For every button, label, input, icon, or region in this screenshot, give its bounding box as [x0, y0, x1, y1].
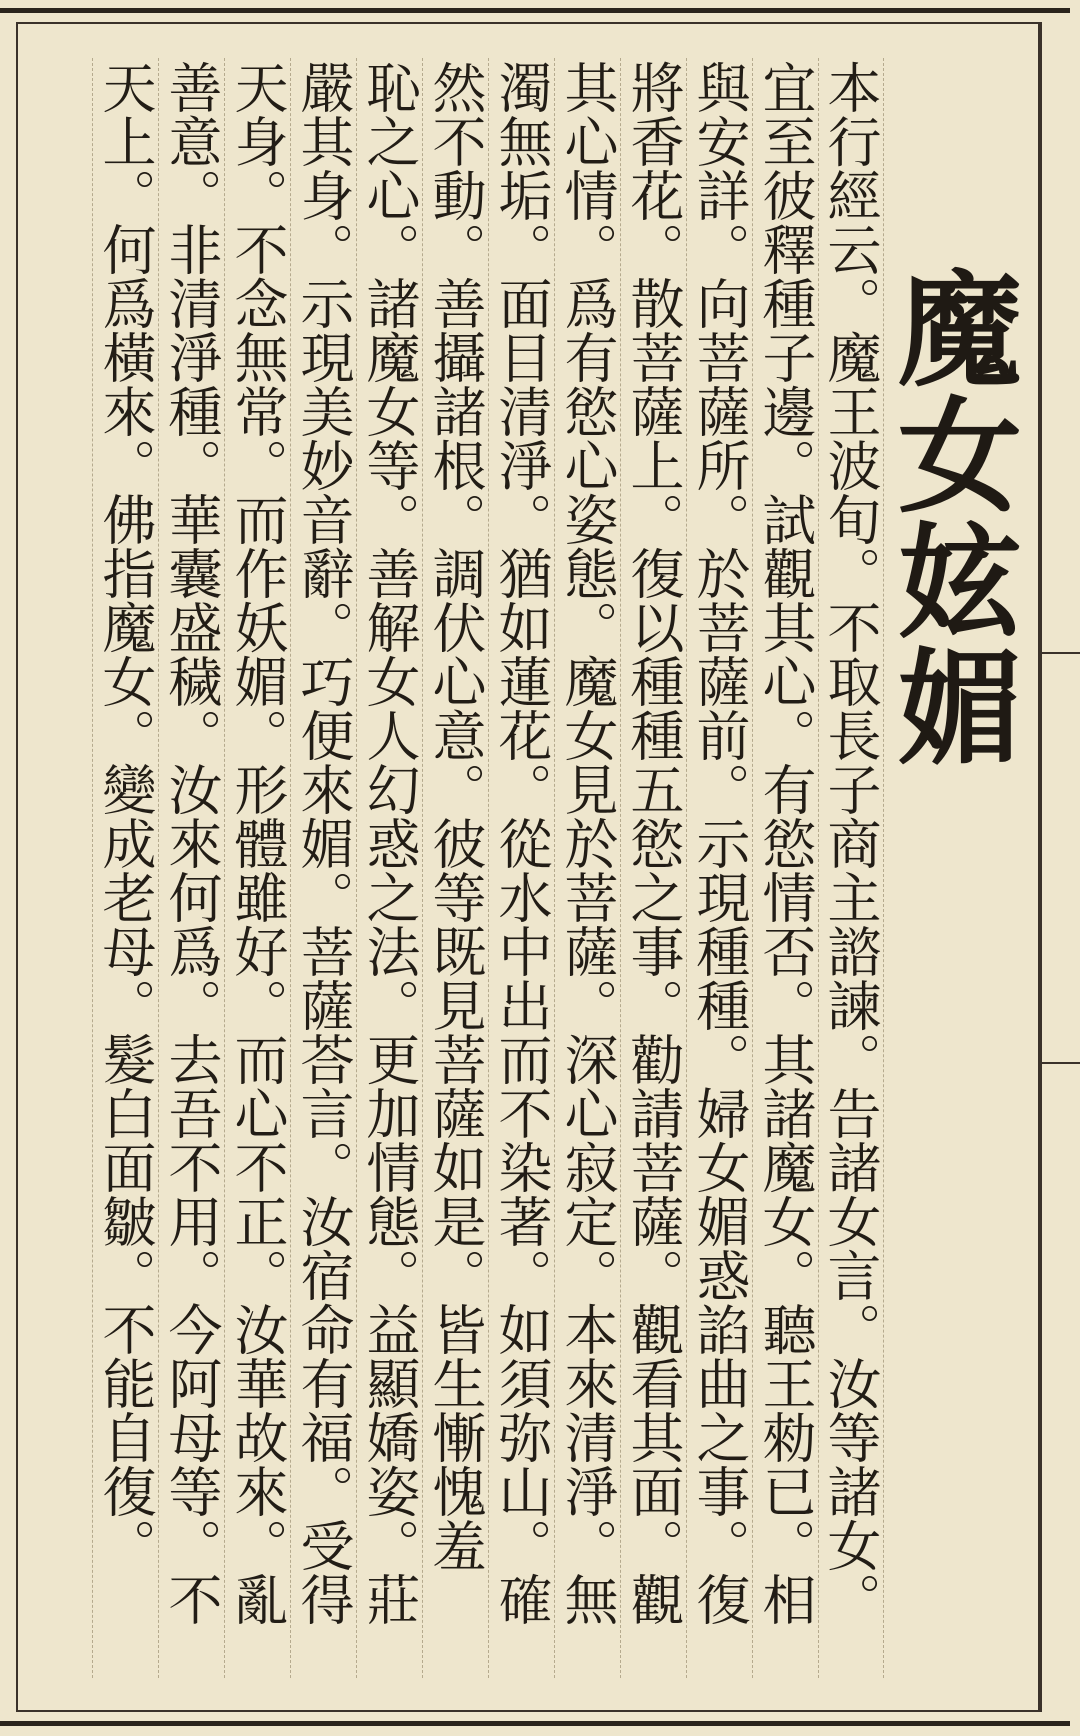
text-column: 將香花。散菩薩上。復以種種五慾之事。勸請菩薩。觀看其面。觀 — [620, 58, 686, 1678]
text-column: 濁無垢。面目清淨。猶如蓮花。從水中出而不染著。如須弥山。確 — [488, 58, 554, 1678]
bottom-border-rule — [0, 1721, 1070, 1726]
margin-notch — [1040, 1062, 1080, 1064]
text-column: 恥之心。諸魔女等。善解女人幻惑之法。更加情態。益顯嬌姿。莊 — [356, 58, 422, 1678]
top-border-rule — [0, 8, 1070, 13]
chapter-title: 魔女妶媚 — [877, 265, 1022, 769]
margin-notch — [1040, 652, 1080, 654]
text-column: 其心情。爲有慾心姿態。魔女見於菩薩。深心寂定。本來清淨。無 — [554, 58, 620, 1678]
fore-edge-margin — [1040, 22, 1080, 1712]
text-column: 然不動。善攝諸根。調伏心意。彼等既見菩薩如是。皆生慚愧羞 — [422, 58, 488, 1678]
text-column: 本行經云。魔王波旬。不取長子商主諮諫。告諸女言。汝等諸女。 — [818, 58, 884, 1678]
text-column: 善意。非清淨種。華囊盛穢。汝來何爲。去吾不用。今阿母等。不 — [158, 58, 224, 1678]
text-column: 天身。不念無常。而作妖媚。形體雖好。而心不正。汝華故來。亂 — [224, 58, 290, 1678]
text-column: 天上。何爲橫來。佛指魔女。變成老母。髮白面皺。不能自復。 — [92, 58, 158, 1678]
text-column: 與安詳。向菩薩所。於菩薩前。示現種種。婦女媚惑諂曲之事。復 — [686, 58, 752, 1678]
text-column: 嚴其身。示現美妙音辭。巧便來媚。菩薩荅言。汝宿命有福。受得 — [290, 58, 356, 1678]
text-columns — [24, 58, 884, 1678]
text-column: 宜至彼釋種子邊。試觀其心。有慾情否。其諸魔女。聽王勑已。相 — [752, 58, 818, 1678]
